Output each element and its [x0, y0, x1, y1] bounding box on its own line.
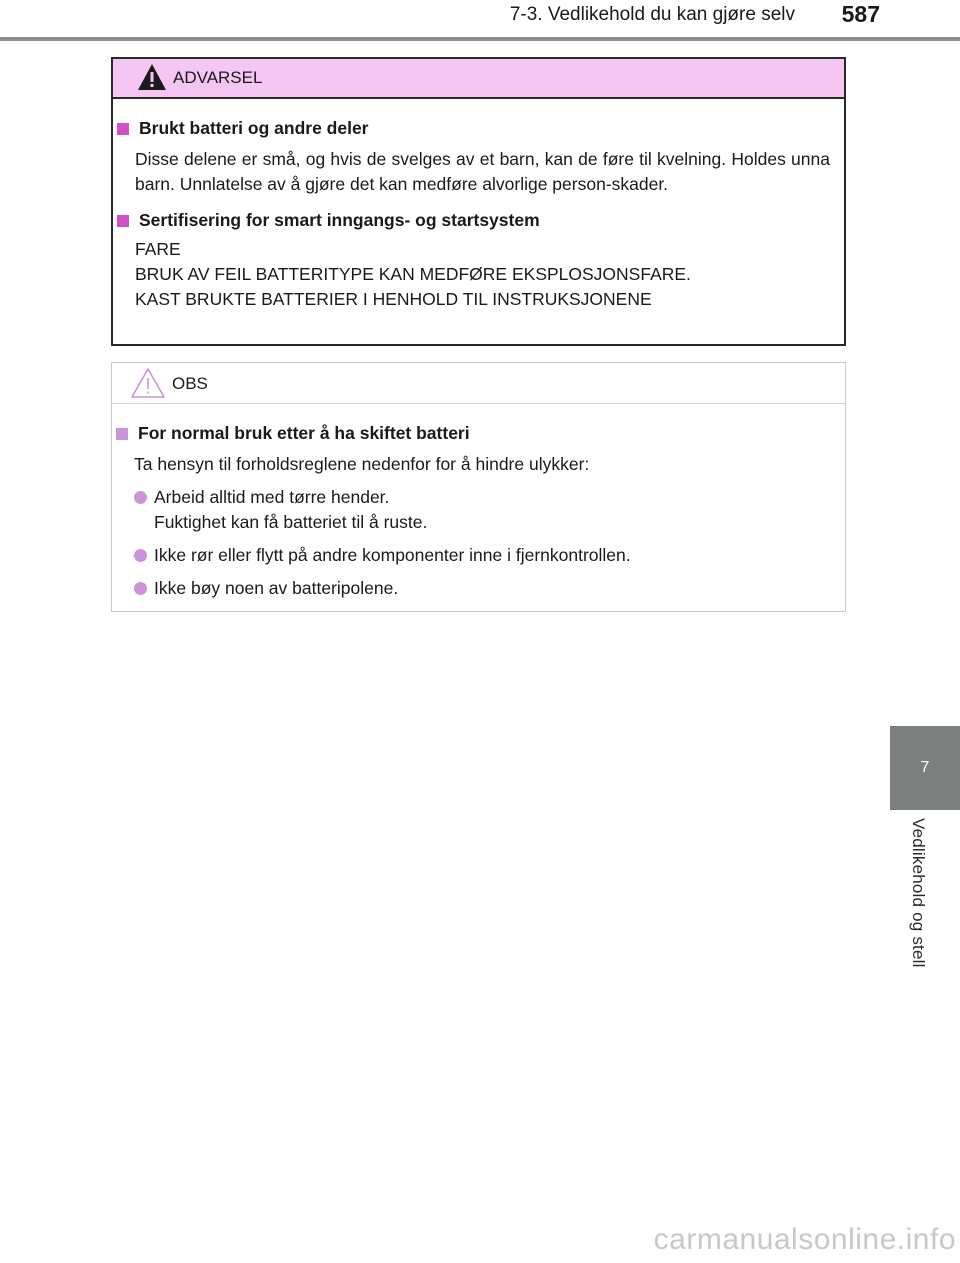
- caution-triangle-icon: [130, 367, 166, 399]
- watermark: carmanualsonline.info: [653, 1223, 956, 1256]
- round-bullet-icon: [134, 491, 147, 504]
- square-bullet-icon: [117, 215, 129, 227]
- text-line: KAST BRUKTE BATTERIER I HENHOLD TIL INSTRUKSJONENE: [135, 289, 652, 309]
- round-bullet-icon: [134, 582, 147, 595]
- note-heading: For normal bruk etter å ha skiftet batteri: [116, 420, 845, 446]
- warning-item-lines: [135, 237, 830, 312]
- note-intro: Ta hensyn til forholdsreglene nedenfor for å hindre ulykker:: [134, 454, 590, 474]
- chapter-tab[interactable]: [890, 726, 960, 810]
- list-item: Ikke bøy noen av batteripolene.: [134, 576, 831, 601]
- list-item: Arbeid alltid med tørre hender. Fuktighet kan få batteriet til å ruste.: [134, 485, 831, 535]
- header-rule: [0, 37, 960, 41]
- round-bullet-icon: [134, 549, 147, 562]
- warning-box-header: [113, 59, 844, 99]
- warning-item-heading: Sertifisering for smart inngangs- og startsystem: [117, 207, 844, 233]
- warning-item-heading: Brukt batteri og andre deler: [117, 115, 844, 141]
- warning-box: [111, 57, 846, 346]
- warning-triangle-icon: [137, 63, 167, 91]
- chapter-title: Vedlikehold og stell: [909, 818, 928, 968]
- square-bullet-icon: [117, 123, 129, 135]
- warning-item-text: Disse delene er små, og hvis de svelges av et barn, kan de føre til kvelning. Holdes unna barn. Unnlatelse av å gjøre det kan medføre alvorlige person-skader.: [135, 149, 830, 194]
- section-title: 7-3. Vedlikehold du kan gjøre selv: [509, 4, 795, 25]
- note-box: [111, 362, 846, 612]
- square-bullet-icon: [116, 428, 128, 440]
- text-line: FARE: [135, 239, 181, 259]
- warning-label: ADVARSEL: [173, 68, 263, 87]
- text-line: BRUK AV FEIL BATTERITYPE KAN MEDFØRE EKSPLOSJONSFARE.: [135, 264, 691, 284]
- note-label: OBS: [172, 374, 208, 393]
- list-item: Ikke rør eller flytt på andre komponenter inne i fjernkontrollen.: [134, 543, 831, 568]
- page-number: 587: [841, 1, 880, 27]
- chapter-number: 7: [920, 759, 930, 776]
- note-box-header: [112, 363, 845, 404]
